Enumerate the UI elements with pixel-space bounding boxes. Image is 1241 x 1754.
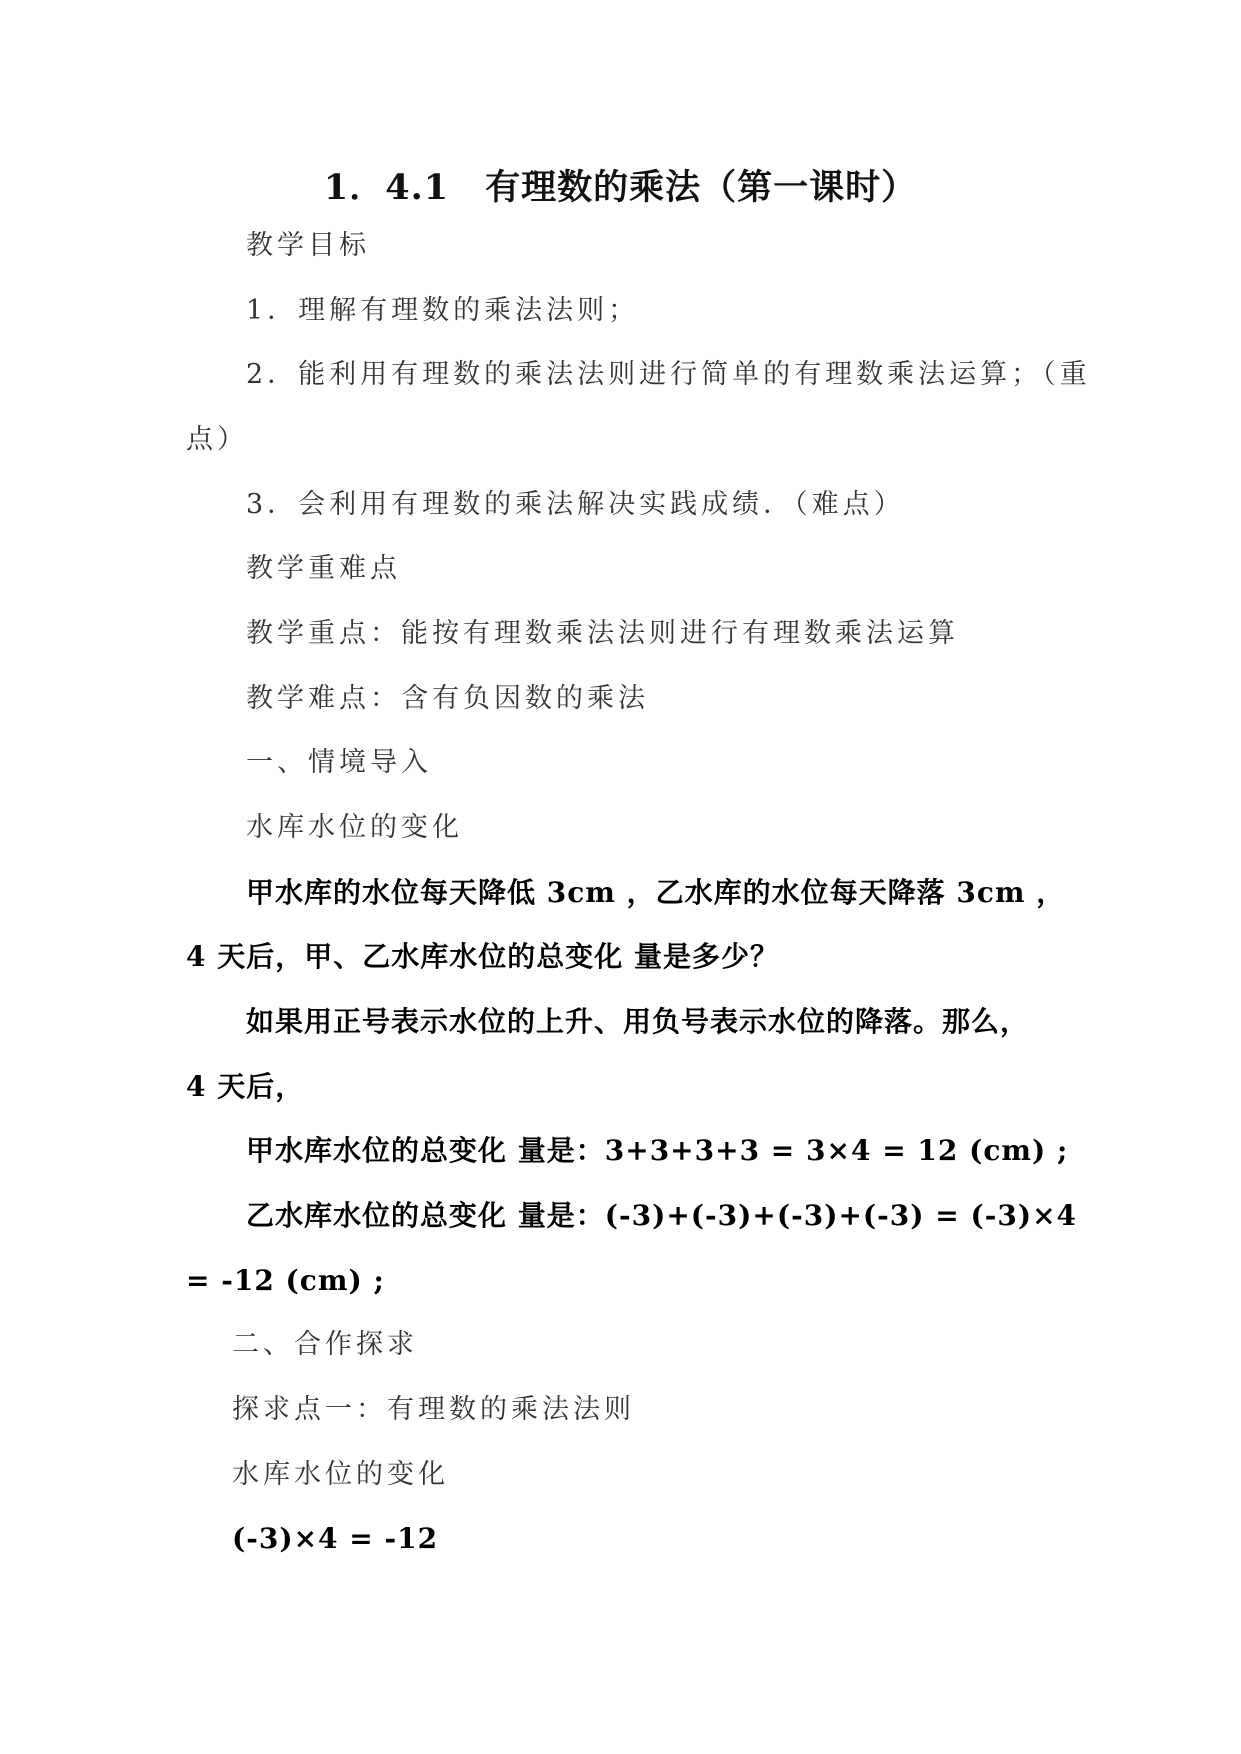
problem-text-line-2: 4 天后，甲、乙水库水位的总变化 量是多少？ <box>186 940 779 973</box>
objective-item-3: 3．会利用有理数的乘法解决实践成绩．（难点） <box>246 489 905 520</box>
section-heading-teaching-objectives: 教学目标 <box>246 230 370 261</box>
objective-item-2-continued: 点） <box>186 424 248 455</box>
key-point: 教学重点：能按有理数乘法法则进行有理数乘法运算 <box>246 618 959 649</box>
document-title: 1．4.1 有理数的乘法（第一课时） <box>323 167 918 208</box>
formula-example: (-3)×4 = -12 <box>232 1522 439 1555</box>
section-heading-key-difficult-points: 教学重难点 <box>246 553 401 584</box>
sign-convention-line-1: 如果用正号表示水位的上升、用负号表示水位的降落。那么， <box>246 1005 1030 1038</box>
inquiry-point-one: 探求点一：有理数的乘法法则 <box>232 1394 635 1425</box>
reservoir-b-calculation-continued: = -12 (cm) ; <box>186 1264 385 1297</box>
objective-item-1: 1．理解有理数的乘法法则； <box>246 295 640 326</box>
section-heading-introduction: 一、情境导入 <box>246 747 432 778</box>
section-heading-cooperative-inquiry: 二、合作探求 <box>232 1329 418 1360</box>
problem-text-line-1: 甲水库的水位每天降低 3cm ，乙水库的水位每天降落 3cm ， <box>246 876 1066 909</box>
reservoir-a-calculation: 甲水库水位的总变化 量是：3+3+3+3 = 3×4 = 12 (cm) ; <box>246 1134 1069 1167</box>
subheading-water-level-change: 水库水位的变化 <box>246 812 463 843</box>
reservoir-b-calculation: 乙水库水位的总变化 量是：(-3)+(-3)+(-3)+(-3) = (-3)×4 <box>246 1199 1078 1232</box>
difficult-point: 教学难点：含有负因数的乘法 <box>246 683 649 714</box>
objective-item-2: 2．能利用有理数的乘法法则进行简单的有理数乘法运算；（重 <box>246 359 1091 390</box>
subheading-water-level-change-2: 水库水位的变化 <box>232 1459 449 1490</box>
sign-convention-line-2: 4 天后， <box>186 1070 305 1103</box>
